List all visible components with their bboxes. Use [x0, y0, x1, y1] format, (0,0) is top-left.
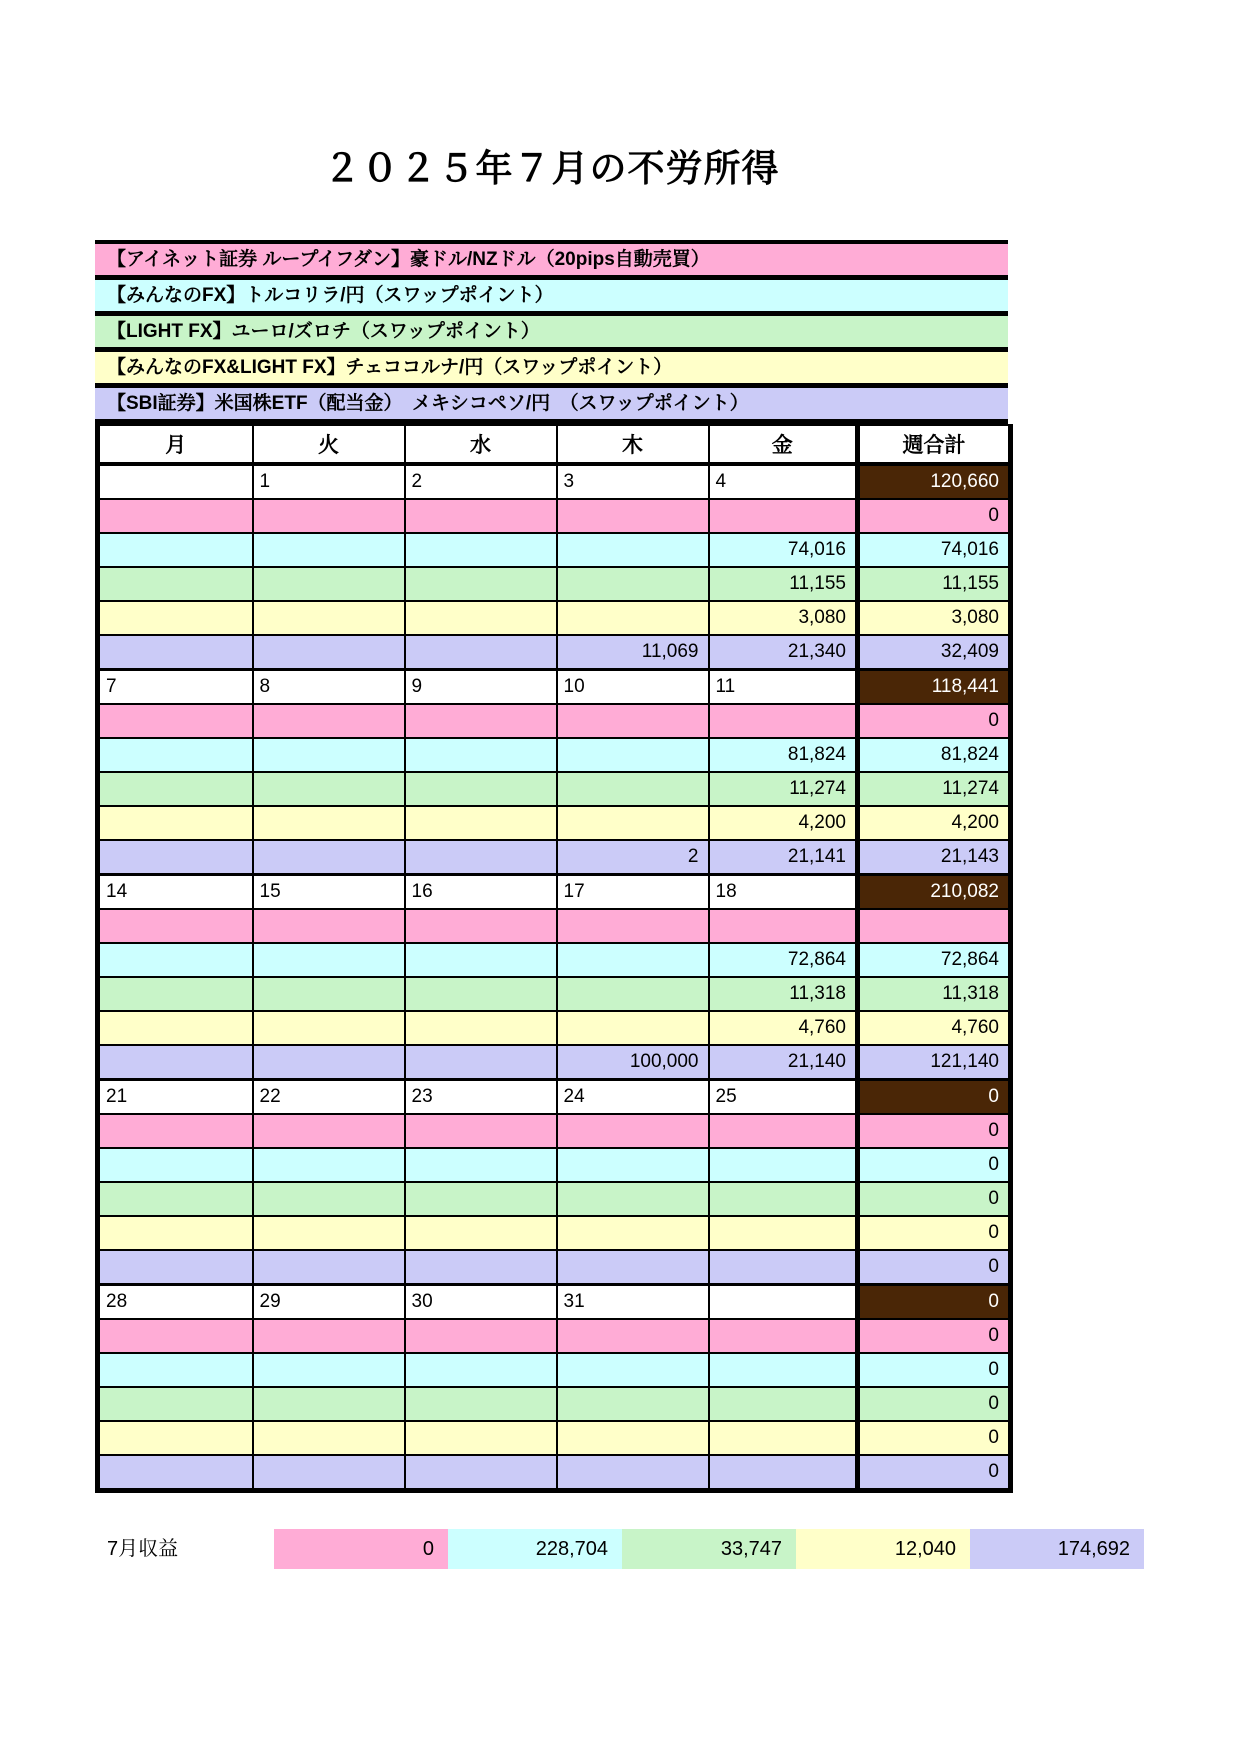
date-cell: 29: [253, 1285, 405, 1320]
income-cell: [709, 1455, 858, 1491]
income-cell: [98, 977, 253, 1011]
income-cell: [98, 738, 253, 772]
income-cell: [709, 1148, 858, 1182]
weekday-header: 木: [557, 425, 709, 464]
income-cell: [405, 977, 557, 1011]
income-cell: [253, 567, 405, 601]
income-cell: [405, 533, 557, 567]
income-cell: [253, 1421, 405, 1455]
income-cell: [253, 1182, 405, 1216]
row-total-cell: 4,200: [858, 806, 1011, 840]
income-cell: [253, 909, 405, 943]
row-total-cell: 32,409: [858, 635, 1011, 670]
income-cell: [405, 1250, 557, 1285]
income-cell: [405, 738, 557, 772]
income-cell: [557, 772, 709, 806]
income-cell: [98, 772, 253, 806]
income-cell: 21,140: [709, 1045, 858, 1080]
income-cell: [405, 806, 557, 840]
week-total-cell: 120,660: [858, 464, 1011, 499]
monthly-total-green: 33,747: [622, 1529, 796, 1569]
row-total-cell: 11,155: [858, 567, 1011, 601]
monthly-total-pink: 0: [274, 1529, 448, 1569]
income-cell: [253, 1045, 405, 1080]
date-cell: 10: [557, 670, 709, 705]
income-cell: [557, 1319, 709, 1353]
row-total-cell: 0: [858, 704, 1011, 738]
income-cell: [557, 1421, 709, 1455]
income-cell: [98, 1319, 253, 1353]
income-cell: [557, 1250, 709, 1285]
income-cell: [405, 1353, 557, 1387]
date-cell: 2: [405, 464, 557, 499]
date-cell: 25: [709, 1080, 858, 1115]
date-cell: 1: [253, 464, 405, 499]
income-cell: [709, 909, 858, 943]
income-cell: 11,274: [709, 772, 858, 806]
row-total-cell: 0: [858, 1148, 1011, 1182]
income-cell: 11,318: [709, 977, 858, 1011]
income-cell: [709, 1353, 858, 1387]
row-total-cell: 0: [858, 1455, 1011, 1491]
income-cell: [405, 1216, 557, 1250]
income-cell: [253, 1319, 405, 1353]
date-cell: 28: [98, 1285, 253, 1320]
income-cell: [709, 499, 858, 533]
income-cell: [709, 1250, 858, 1285]
income-cell: [557, 806, 709, 840]
income-cell: 11,155: [709, 567, 858, 601]
income-cell: [253, 1353, 405, 1387]
row-total-cell: 0: [858, 1216, 1011, 1250]
row-total-cell: 0: [858, 1353, 1011, 1387]
row-total-cell: [858, 909, 1011, 943]
income-cell: [253, 943, 405, 977]
row-total-cell: 0: [858, 1319, 1011, 1353]
income-cell: [253, 1011, 405, 1045]
income-cell: [98, 1045, 253, 1080]
income-cell: [253, 806, 405, 840]
income-cell: [253, 704, 405, 738]
income-cell: [405, 601, 557, 635]
legend-item-yellow: 【みんなのFX&LIGHT FX】チェココルナ/円（スワップポイント）: [95, 352, 1008, 388]
income-cell: [98, 533, 253, 567]
week-total-cell: 118,441: [858, 670, 1011, 705]
income-cell: [557, 1216, 709, 1250]
income-cell: [709, 1421, 858, 1455]
income-cell: [253, 533, 405, 567]
income-cell: [98, 1455, 253, 1491]
row-total-cell: 0: [858, 1182, 1011, 1216]
income-cell: [98, 1421, 253, 1455]
income-cell: [709, 1319, 858, 1353]
row-total-cell: 3,080: [858, 601, 1011, 635]
income-cell: [253, 1250, 405, 1285]
income-cell: [709, 1216, 858, 1250]
income-cell: [557, 704, 709, 738]
income-cell: [709, 1114, 858, 1148]
income-cell: [405, 1114, 557, 1148]
income-cell: [98, 1250, 253, 1285]
income-cell: 11,069: [557, 635, 709, 670]
income-cell: [253, 840, 405, 875]
income-cell: [557, 533, 709, 567]
income-cell: 72,864: [709, 943, 858, 977]
income-cell: [557, 977, 709, 1011]
income-cell: 74,016: [709, 533, 858, 567]
income-cell: [405, 1421, 557, 1455]
weekday-header: 月: [98, 425, 253, 464]
date-cell: 18: [709, 875, 858, 910]
income-cell: [405, 1148, 557, 1182]
weekday-header: 火: [253, 425, 405, 464]
income-cell: [98, 704, 253, 738]
income-cell: [405, 1455, 557, 1491]
income-cell: [98, 909, 253, 943]
income-cell: [557, 738, 709, 772]
income-cell: [405, 772, 557, 806]
income-cell: [98, 1182, 253, 1216]
income-cell: [405, 1045, 557, 1080]
income-cell: [405, 499, 557, 533]
date-cell: 7: [98, 670, 253, 705]
income-cell: 2: [557, 840, 709, 875]
income-cell: [253, 738, 405, 772]
income-cell: [405, 1319, 557, 1353]
income-cell: 4,760: [709, 1011, 858, 1045]
income-cell: [253, 1387, 405, 1421]
legend: [95, 240, 1008, 424]
row-total-cell: 4,760: [858, 1011, 1011, 1045]
date-cell: 8: [253, 670, 405, 705]
date-cell: 9: [405, 670, 557, 705]
income-cell: [405, 1387, 557, 1421]
date-cell: 30: [405, 1285, 557, 1320]
date-cell: 31: [557, 1285, 709, 1320]
week-total-cell: 0: [858, 1080, 1011, 1115]
week-total-cell: 0: [858, 1285, 1011, 1320]
income-cell: [405, 635, 557, 670]
income-cell: [98, 499, 253, 533]
income-cell: [405, 567, 557, 601]
income-cell: 81,824: [709, 738, 858, 772]
row-total-cell: 0: [858, 1387, 1011, 1421]
income-cell: [557, 499, 709, 533]
row-total-cell: 0: [858, 1421, 1011, 1455]
date-cell: [98, 464, 253, 499]
monthly-total-row: [95, 1529, 1130, 1569]
legend-item-green: 【LIGHT FX】ユーロ/ズロチ（スワップポイント）: [95, 316, 1008, 352]
week-total-header: 週合計: [858, 425, 1011, 464]
date-cell: 22: [253, 1080, 405, 1115]
income-cell: [557, 601, 709, 635]
row-total-cell: 121,140: [858, 1045, 1011, 1080]
income-cell: 21,141: [709, 840, 858, 875]
income-cell: [557, 1011, 709, 1045]
page-title: ２０２５年７月の不労所得: [323, 148, 780, 189]
income-cell: [405, 704, 557, 738]
legend-item-purple: 【SBI証券】米国株ETF（配当金） メキシコペソ/円 （スワップポイント）: [95, 388, 1008, 424]
income-cell: [557, 1353, 709, 1387]
income-cell: 4,200: [709, 806, 858, 840]
income-cell: [405, 1011, 557, 1045]
income-cell: [253, 499, 405, 533]
income-cell: [557, 1455, 709, 1491]
income-cell: [253, 772, 405, 806]
monthly-total-purple: 174,692: [970, 1529, 1144, 1569]
row-total-cell: 11,274: [858, 772, 1011, 806]
income-cell: [98, 1114, 253, 1148]
row-total-cell: 21,143: [858, 840, 1011, 875]
income-cell: [405, 840, 557, 875]
income-cell: [98, 806, 253, 840]
income-calendar-table: [95, 424, 1013, 1493]
row-total-cell: 72,864: [858, 943, 1011, 977]
income-cell: [98, 635, 253, 670]
income-cell: [709, 704, 858, 738]
income-cell: [709, 1182, 858, 1216]
monthly-total-yellow: 12,040: [796, 1529, 970, 1569]
date-cell: 21: [98, 1080, 253, 1115]
income-cell: [98, 1353, 253, 1387]
row-total-cell: 0: [858, 1114, 1011, 1148]
income-cell: [98, 840, 253, 875]
income-cell: [98, 943, 253, 977]
monthly-total-label: 7月収益: [107, 1538, 179, 1560]
weekday-header: 水: [405, 425, 557, 464]
income-cell: [557, 909, 709, 943]
income-cell: [405, 909, 557, 943]
income-cell: [709, 1387, 858, 1421]
date-cell: 14: [98, 875, 253, 910]
date-cell: 4: [709, 464, 858, 499]
income-cell: [98, 1387, 253, 1421]
income-cell: [405, 943, 557, 977]
date-cell: 24: [557, 1080, 709, 1115]
date-cell: 23: [405, 1080, 557, 1115]
week-total-cell: 210,082: [858, 875, 1011, 910]
date-cell: 11: [709, 670, 858, 705]
row-total-cell: 0: [858, 499, 1011, 533]
income-cell: [557, 567, 709, 601]
monthly-total-cyan: 228,704: [448, 1529, 622, 1569]
income-cell: [253, 1148, 405, 1182]
income-cell: [253, 635, 405, 670]
income-cell: [98, 601, 253, 635]
row-total-cell: 74,016: [858, 533, 1011, 567]
income-cell: [557, 943, 709, 977]
income-cell: [98, 1148, 253, 1182]
income-cell: [557, 1114, 709, 1148]
income-cell: [557, 1182, 709, 1216]
date-cell: 17: [557, 875, 709, 910]
income-cell: [253, 977, 405, 1011]
income-cell: [557, 1148, 709, 1182]
date-cell: 16: [405, 875, 557, 910]
income-cell: [98, 1216, 253, 1250]
date-cell: 3: [557, 464, 709, 499]
legend-item-cyan: 【みんなのFX】トルコリラ/円（スワップポイント）: [95, 280, 1008, 316]
income-cell: 100,000: [557, 1045, 709, 1080]
income-cell: 3,080: [709, 601, 858, 635]
date-cell: [709, 1285, 858, 1320]
monthly-total-cells: [274, 1529, 1144, 1569]
income-cell: [405, 1182, 557, 1216]
row-total-cell: 81,824: [858, 738, 1011, 772]
income-cell: [253, 1455, 405, 1491]
legend-item-pink: 【アイネット証券 ループイフダン】豪ドル/NZドル（20pips自動売買）: [95, 244, 1008, 280]
income-cell: [98, 1011, 253, 1045]
income-cell: [98, 567, 253, 601]
income-cell: [253, 1114, 405, 1148]
row-total-cell: 0: [858, 1250, 1011, 1285]
income-cell: 21,340: [709, 635, 858, 670]
date-cell: 15: [253, 875, 405, 910]
weekday-header: 金: [709, 425, 858, 464]
income-cell: [253, 1216, 405, 1250]
row-total-cell: 11,318: [858, 977, 1011, 1011]
income-cell: [557, 1387, 709, 1421]
income-sheet: [95, 0, 1130, 1569]
income-cell: [253, 601, 405, 635]
